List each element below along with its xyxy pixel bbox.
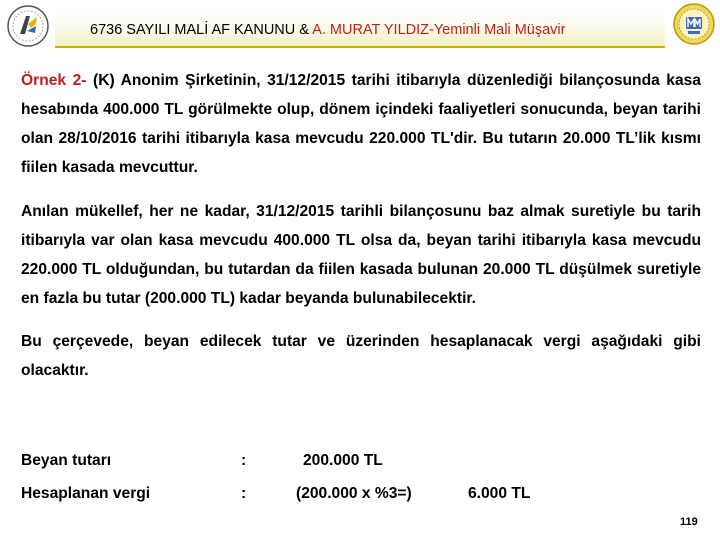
mm-seal-icon [672, 2, 716, 46]
example-paragraph [21, 66, 701, 182]
calculated-tax-result: 6.000 TL [468, 485, 531, 502]
header-author: A. MURAT YILDIZ [312, 22, 430, 38]
header-title-suffix: -Yeminli Mali Müşavir [429, 22, 566, 38]
calculated-tax-colon: : [241, 485, 247, 502]
declared-amount-label: Beyan tutarı [21, 452, 112, 469]
declared-amount-value: 200.000 TL [303, 452, 383, 469]
main-content [21, 66, 701, 385]
declared-amount-colon: : [241, 452, 247, 469]
explanation-paragraph: Anılan mükellef, her ne kadar, 31/12/2015 tarihli bilançosunu baz almak suretiyle bu tarih itibarıyla var olan kasa mevcudu 400.000 TL olsa da, beyan tarihi itibarıyla kasa mevcudu 220.000 TL olduğundan, bu tutardan da fiilen kasada bulunan 20.000 TL düşülmek suretiyle en fazla bu tutar (200.000 TL) kadar beyanda bulunabilecektir. [21, 203, 701, 307]
conclusion-paragraph: Bu çerçevede, beyan edilecek tutar ve üzerinden hesaplanacak vergi aşağıdaki gibi olacaktır. [21, 333, 701, 379]
header-title-prefix: 6736 SAYILI MALİ AF KANUNU & [90, 22, 313, 38]
example-text: (K) Anonim Şirketinin, 31/12/2015 tarihi itibarıyla düzenlediği bilançosunda kasa hesabında 400.000 TL görülmekte olup, dönem içindeki faaliyetleri sonucunda, beyan tarihi olan 28/10/2016 tarihi itibarıyla kasa mevcudu 220.000 TL'dir. Bu tutarın 20.000 TL’lik kısmı fiilen kasada mevcuttur. [21, 72, 701, 176]
publisher-logo-icon [6, 4, 50, 48]
calculated-tax-label: Hesaplanan vergi [21, 485, 151, 502]
header-title [90, 22, 565, 38]
page-header [0, 0, 720, 58]
page-number: 119 [680, 516, 698, 528]
example-label: Örnek [21, 72, 67, 89]
calculated-tax-formula: (200.000 x %3=) [296, 485, 412, 502]
example-number: 2- [72, 72, 87, 89]
